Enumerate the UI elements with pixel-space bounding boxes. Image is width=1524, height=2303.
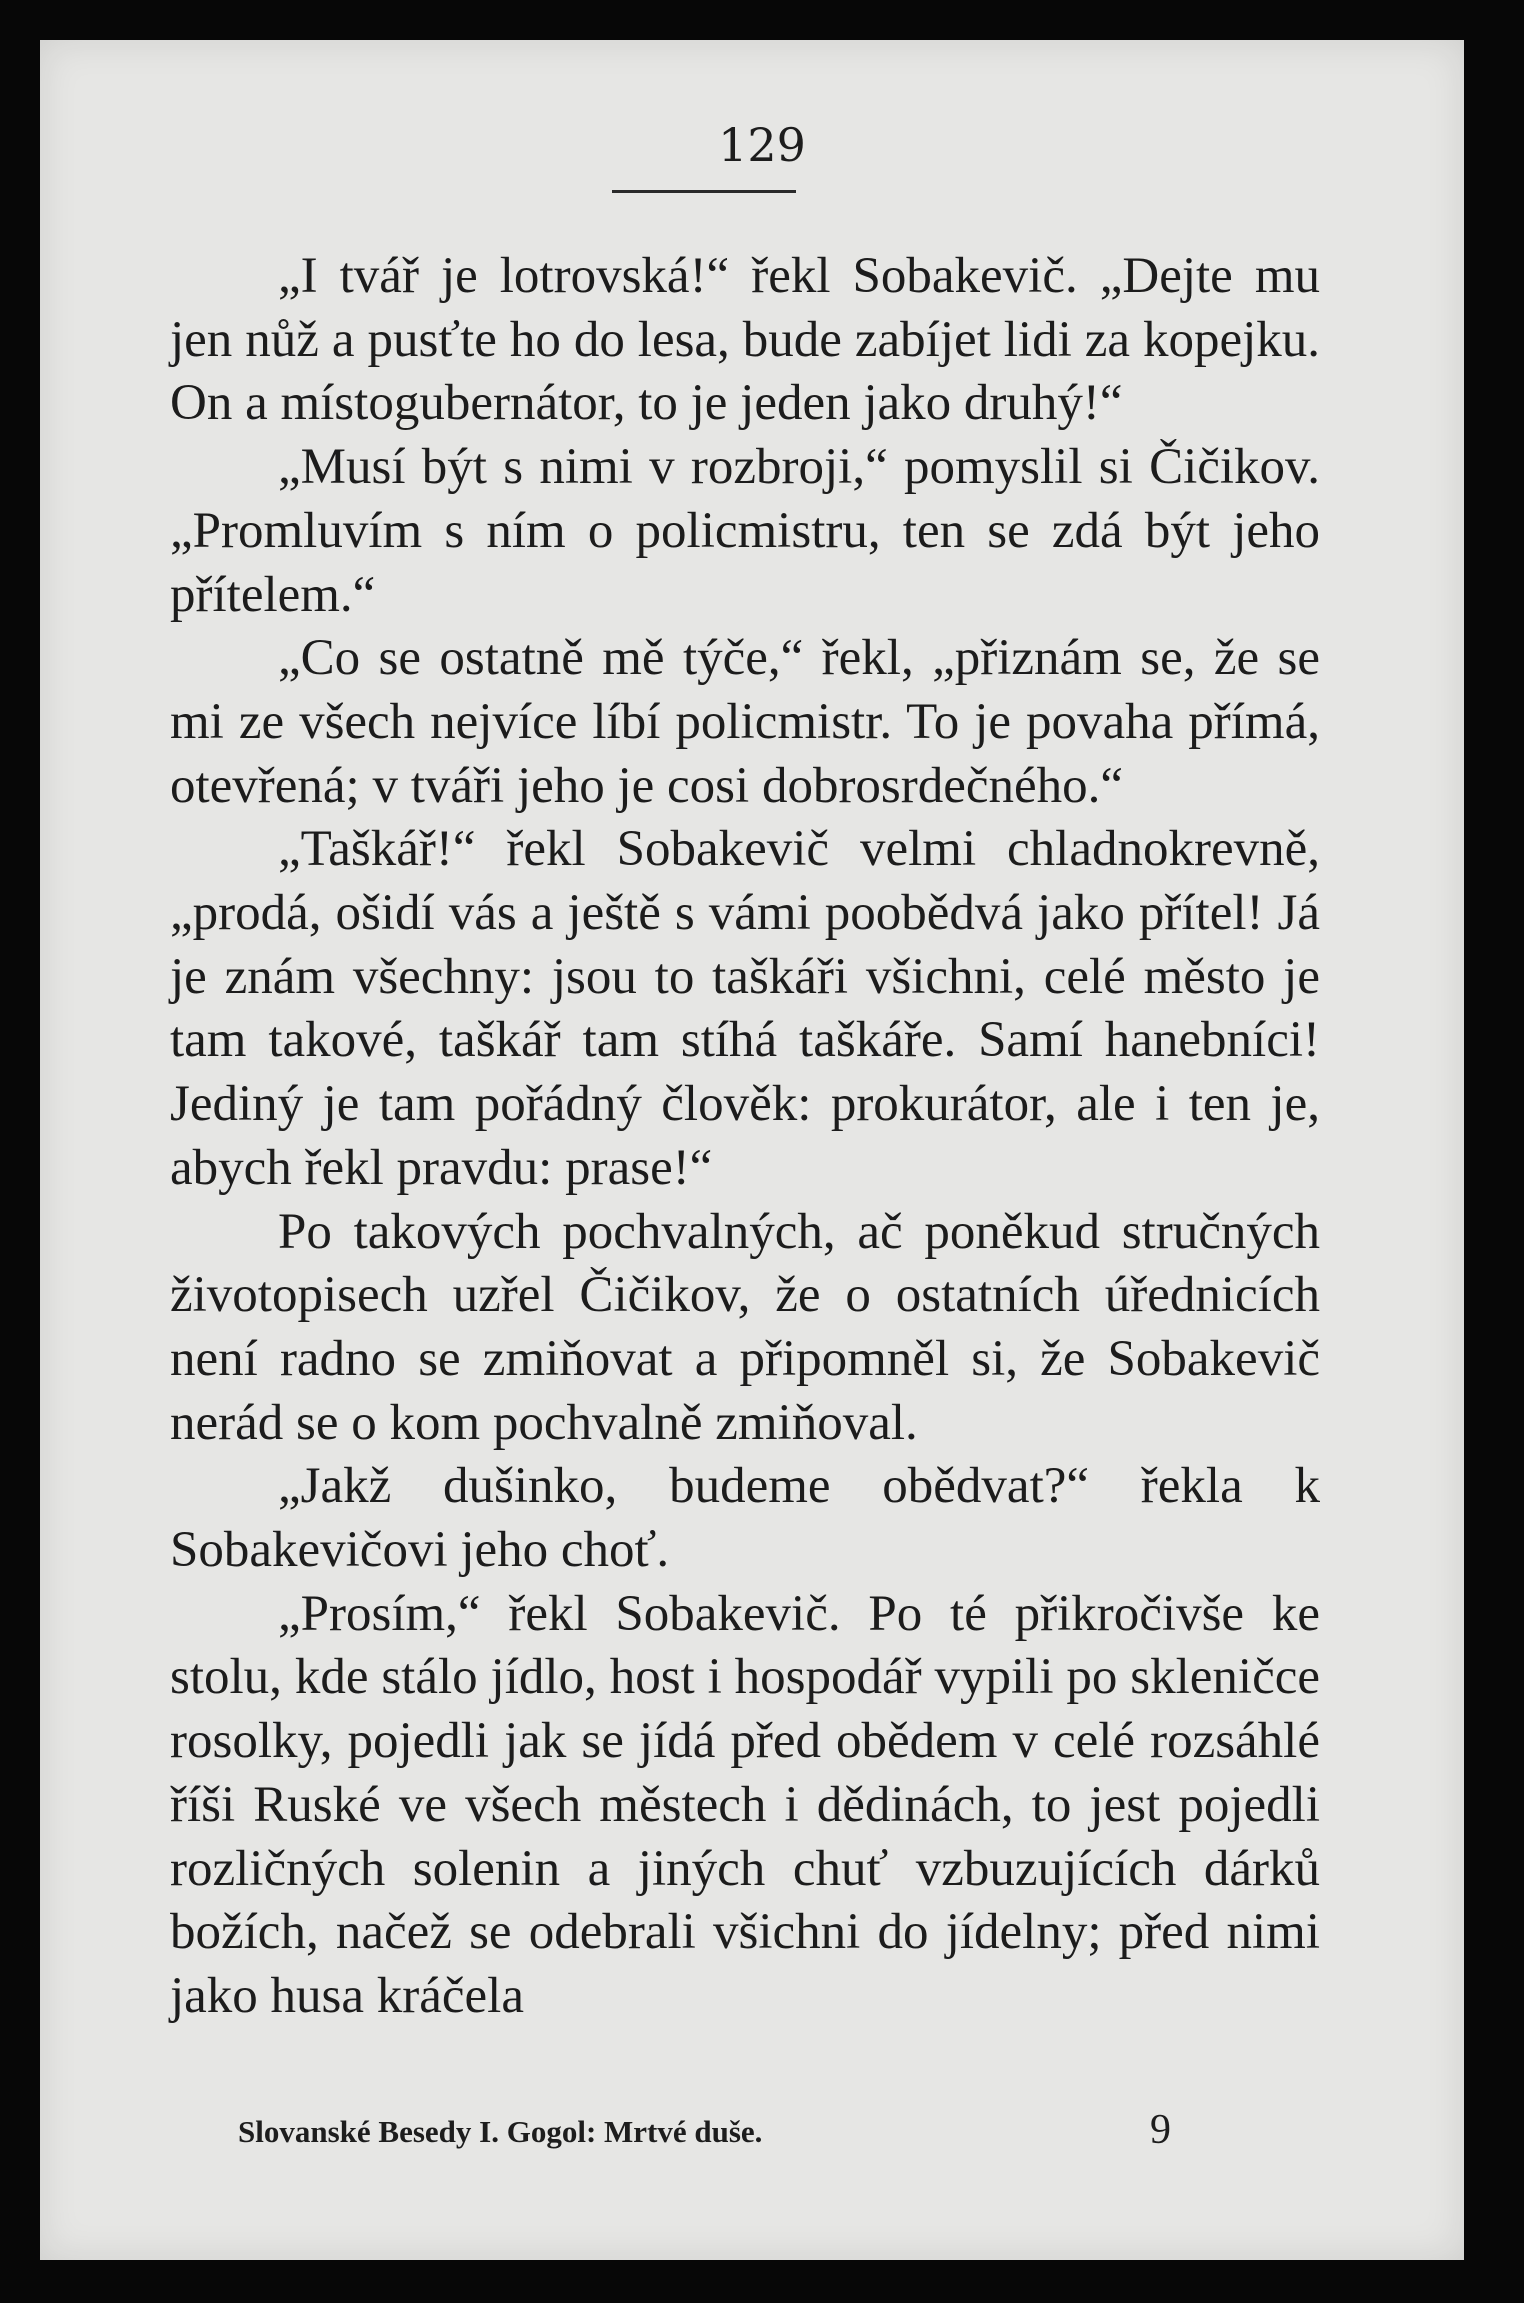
- signature-mark: 9: [1150, 2107, 1171, 2153]
- page-footer: Slovanské Besedy I. Gogol: Mrtvé duše.: [238, 2114, 763, 2149]
- paragraph-1: „I tvář je lotrovská!“ řekl Sobakevič. „Dejte mu jen nůž a pusťte ho do lesa, bude zabíjet lidi za kopejku. On a místogubernátor, to je jeden jako druhý!“: [170, 248, 1320, 432]
- paragraph-7: „Prosím,“ řekl Sobakevič. Po té přikročivše ke stolu, kde stálo jídlo, host i hospodář vypili po skleničce rosolky, pojedli jak se jídá před obědem v celé rozsáhlé říši Ruské ve všech městech i dědinách, to jest pojedli rozličných solenin a jiných chuť vzbuzujících dárků božích, načež se odebrali všichni do jídelny; před nimi jako husa kráčela: [170, 1585, 1320, 2024]
- page-number: 129: [718, 118, 806, 172]
- paragraph-2: „Musí být s nimi v rozbroji,“ pomyslil si Čičikov. „Promluvím s ním o policmistru, ten se zdá být jeho přítelem.“: [170, 439, 1320, 623]
- header-rule: [612, 190, 796, 193]
- paragraph-3: „Co se ostatně mě týče,“ řekl, „přiznám se, že se mi ze všech nejvíce líbí policmistr. To je povaha přímá, otevřená; v tváři jeho je cosi dobrosrdečného.“: [170, 630, 1320, 814]
- paragraph-6: „Jakž dušinko, budeme obědvat?“ řekla k Sobakevičovi jeho choť.: [170, 1458, 1320, 1579]
- paragraph-5: Po takových pochvalných, ač poněkud stručných životopisech uzřel Čičikov, že o ostatních úřednicích není radno se zmiňovat a připomněl si, že Sobakevič nerád se o kom pochvalně zmiňoval.: [170, 1203, 1320, 1451]
- page-body-text: [170, 245, 1320, 2029]
- paragraph-4: „Taškář!“ řekl Sobakevič velmi chladnokrevně, „prodá, ošidí vás a ještě s vámi poobědvá jako přítel! Já je znám všechny: jsou to taškáři všichni, celé město je tam takové, taškář tam stíhá taškáře. Samí hanebníci! Jediný je tam pořádný člověk: prokurátor, ale i ten je, abych řekl pravdu: prase!“: [170, 821, 1320, 1196]
